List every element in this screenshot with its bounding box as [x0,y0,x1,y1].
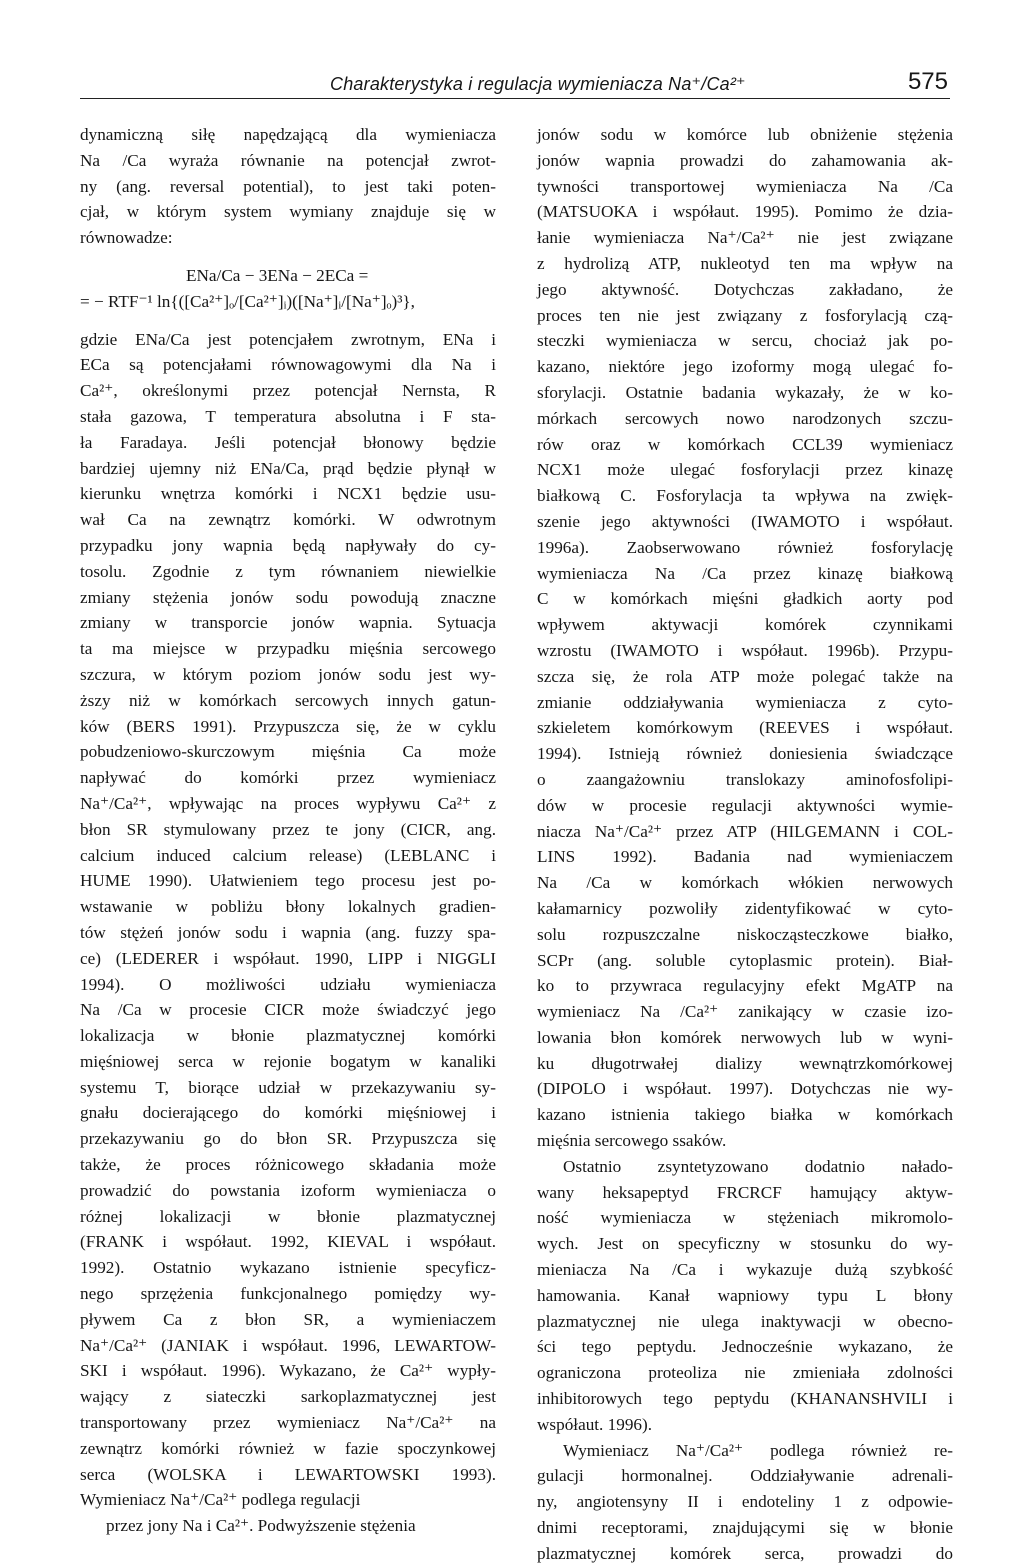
text-line: calcium induced calcium release) (LEBLANC i [80,845,496,865]
text-line: szcza się, że rola ATP może polegać także na [537,666,953,686]
text-line: kierunku wnętrza komórki i NCX1 będzie usu- [80,484,496,504]
text-line: gnału docierającego do komórki mięśniowej i [80,1103,496,1123]
text-line: = − RTF⁻¹ ln{([Ca²⁺]ₒ/[Ca²⁺]ᵢ)([Na⁺]ᵢ/[Na⁺]ₒ)³}, [80,291,415,311]
text-line: ce) (LEDERER i współaut. 1990, LIPP i NIGGLI [80,948,496,968]
text-line: LINS 1992). Badania nad wymieniaczem [537,847,953,867]
text-line: solu rozpuszczalne niskocząsteczkowe białko, [537,924,953,944]
text-line: Na /Ca w komórkach włókien nerwowych [537,873,953,893]
text-line: kazano istnienia takiego białka w komórkach [537,1105,953,1125]
text-line: 1994). O możliwości udziału wymieniacza [80,974,496,994]
text-line: ECa są potencjałami równowagowymi dla Na i [80,355,496,375]
text-line: tów stężeń jonów sodu i wapnia (ang. fuzzy spa- [80,922,496,942]
text-line: (DIPOLO i współaut. 1997). Dotychczas nie wy- [537,1079,953,1099]
text-line: ny, angiotensyny II i endoteliny 1 z odpowie- [537,1492,953,1512]
text-line [80,251,496,263]
left-text-column [80,122,496,1539]
text-line: ści tego peptydu. Jednocześnie wykazano, że [537,1337,953,1357]
text-line: przekazywaniu go do błon SR. Przypuszcza się [80,1129,496,1149]
text-line: mieniacza Na /Ca i wykazuje dużą szybkość [537,1260,953,1280]
text-line: ków (BERS 1991). Przypuszcza się, że w cyklu [80,716,496,736]
text-line: kazano, niektóre jego izoformy mogą ulegać fo- [537,357,953,377]
text-line: ższy niż w komórkach sercowych innych gatun- [80,690,496,710]
text-line: SCPr (ang. soluble cytoplasmic protein). Biał- [537,950,953,970]
text-line: Na⁺/Ca²⁺, wpływając na proces wypływu Ca²⁺ z [80,793,496,813]
text-line: plazmatycznej nie ulega inaktywacji w obecno- [537,1311,953,1331]
text-line: napływać do komórki przez wymieniacz [80,768,496,788]
text-line: 1996a). Zaobserwowano również fosforylację [537,537,953,557]
text-line: tywności transportowej wymieniacza Na /Ca [537,176,953,196]
text-line: mięśnia sercowego ssaków. [537,1131,727,1151]
text-line: lowania błon komórek nerwowych lub w wyni- [537,1027,953,1047]
text-line: wający z siateczki sarkoplazmatycznej jest [80,1387,496,1407]
running-header [80,70,950,99]
text-line: błon SR stymulowany przez te jony (CICR, ang. [80,819,496,839]
text-line: szenie jego aktywności (IWAMOTO i współaut. [537,511,953,531]
text-line: ność wymieniacza w stężeniach mikromolo- [537,1208,953,1228]
text-line: mięśniowej serca w rejonie bogatym w kanaliki [80,1051,496,1071]
text-line: szkieletem komórkowym (REEVES i współaut. [537,718,953,738]
text-line: Na /Ca wyraża równanie na potencjał zwrot- [80,150,496,170]
text-line: wał Ca na zewnątrz komórki. W odwrotnym [80,510,496,530]
text-line [80,315,496,327]
text-line: lokalizacja w błonie plazmatycznej komórki [80,1026,496,1046]
text-line: wymieniacz Na /Ca²⁺ zanikający w czasie izo- [537,1002,953,1022]
text-line: wstawanie w pobliżu błony lokalnych gradien- [80,897,496,917]
text-line: cjał, w którym system wymiany znajduje się w [80,202,496,222]
text-line: stała gazowa, T temperatura absolutna i F sta- [80,406,496,426]
text-line: ta ma miejsce w przypadku mięśnia sercowego [80,639,496,659]
text-line: 1992). Ostatnio wykazano istnienie specyficz- [80,1258,496,1278]
running-title: Charakterystyka i regulacja wymieniacza Na⁺/Ca²⁺ [330,74,746,94]
text-line: zmianie oddziaływania wymieniacza z cyto- [537,692,953,712]
text-line: gdzie ENa/Ca jest potencjałem zwrotnym, ENa i [80,329,496,349]
text-line: Na⁺/Ca²⁺ (JANIAK i współaut. 1996, LEWARTOW- [80,1335,496,1355]
text-line: różnej lokalizacji w błonie plazmatycznej [80,1206,496,1226]
text-line: Na /Ca w procesie CICR może świadczyć jego [80,1000,496,1020]
text-line: serca (WOLSKA i LEWARTOWSKI 1993). [80,1464,496,1484]
text-line: z hydrolizą ATP, nukleotyd ten ma wpływ na [537,253,953,273]
text-line: niacza Na⁺/Ca²⁺ przez ATP (HILGEMANN i COL- [537,821,953,841]
text-line: SKI i współaut. 1996). Wykazano, że Ca²⁺ wypły- [80,1361,496,1381]
text-line: wany heksapeptyd FRCRCF hamujący aktyw- [537,1182,953,1202]
text-line: dów w procesie regulacji aktywności wymie- [537,795,953,815]
text-line: (FRANK i współaut. 1992, KIEVAL i współaut. [80,1232,496,1252]
text-line: plazmatycznej komórek serca, prowadzi do [537,1543,953,1563]
text-line: białkową C. Fosforylacja ta wpływa na zwięk- [537,486,953,506]
text-line: jonów wapnia prowadzi do zahamowania ak- [537,150,953,170]
text-line: steczki wymieniacza w sercu, chociaż jak po- [537,331,953,351]
text-line: Wymieniacz Na⁺/Ca²⁺ podlega również re- [563,1440,953,1460]
text-line: ła Faradaya. Jeśli potencjał błonowy będzie [80,432,496,452]
text-line: zewnątrz komórki również w fazie spoczynkowej [80,1438,496,1458]
text-line: C w komórkach mięśni gładkich aorty pod [537,589,953,609]
text-line: tosolu. Zgodnie z tym równaniem niewielkie [80,561,496,581]
text-line: wymieniacza Na /Ca przez kinazę białkową [537,563,953,583]
text-line: także, że proces różnicowego składania może [80,1155,496,1175]
text-line: zmiany stężenia jonów sodu powodują znaczne [80,587,496,607]
text-line: współaut. 1996). [537,1414,653,1434]
text-line: dnimi receptorami, znajdującymi się w błonie [537,1518,953,1538]
text-line: HUME 1990). Ułatwieniem tego procesu jest po- [80,871,496,891]
text-line: rów oraz w komórkach CCL39 wymieniacz [537,434,953,454]
text-line: przez jony Na i Ca²⁺. Podwyższenie stężenia [106,1516,416,1536]
text-line: hamowania. Kanał wapniowy typu L błony [537,1285,953,1305]
text-line: kałamarnicy pozwoliły zidentyfikować w cyto- [537,898,953,918]
text-line: wzrostu (IWAMOTO i współaut. 1996b). Przypu- [537,640,953,660]
text-line: ko to przywraca regulacyjny efekt MgATP na [537,976,953,996]
text-line: 1994). Istnieją również doniesienia świadczące [537,744,953,764]
text-line: Wymieniacz Na⁺/Ca²⁺ podlega regulacji [80,1490,361,1510]
text-line: (MATSUOKA i współaut. 1995). Pomimo że dzia- [537,202,953,222]
text-line: wych. Jest on specyficzny w stosunku do wy- [537,1234,953,1254]
text-line: ograniczona proteoliza nie zmieniała zdolności [537,1363,953,1383]
text-line: przypadku jony wapnia będą napływały do cy- [80,535,496,555]
text-line: NCX1 może ulegać fosforylacji przez kinazę [537,460,953,480]
text-line: ny (ang. reversal potential), to jest taki poten- [80,176,496,196]
page-number: 575 [907,68,948,95]
text-line: ku długotrwałej dializy wewnątrzkomórkowej [537,1053,953,1073]
text-line: ENa/Ca − 3ENa − 2ECa = [186,265,369,285]
text-line: szczura, w którym poziom jonów sodu jest wy- [80,664,496,684]
text-line: pływem Ca z błon SR, a wymieniaczem [80,1309,496,1329]
text-line: jego aktywność. Dotychczas zakładano, że [537,279,953,299]
text-line: transportowany przez wymieniacz Na⁺/Ca²⁺ na [80,1413,496,1433]
text-line: Ca²⁺, określonymi przez potencjał Nernsta, R [80,381,496,401]
right-text-column [537,122,953,1567]
text-line: mórkach sercowych nowo narodzonych szczu- [537,408,953,428]
text-line: Ostatnio zsyntetyzowano dodatnio nałado- [563,1156,953,1176]
text-line: proces ten nie jest związany z fosforylacją czą- [537,305,953,325]
text-line: prowadzić do powstania izoform wymieniacza o [80,1180,496,1200]
text-line: wpływem aktywacji komórek czynnikami [537,615,953,635]
text-line: łanie wymieniacza Na⁺/Ca²⁺ nie jest związane [537,228,953,248]
text-line: systemu T, biorące udział w przekazywaniu sy- [80,1077,496,1097]
text-line: jonów sodu w komórce lub obniżenie stężenia [537,125,953,144]
text-line: inhibitorowych tego peptydu (KHANANSHVILI i [537,1389,953,1409]
text-line: równowadze: [80,228,173,248]
text-line: pobudzeniowo-skurczowym mięśnia Ca może [80,742,496,762]
text-line: dynamiczną siłę napędzającą dla wymieniacza [80,125,496,144]
text-line: nego sprzężenia funkcjonalnego pomiędzy wy- [80,1284,496,1304]
text-line: bardziej ujemny niż ENa/Ca, prąd będzie płynął w [80,458,496,478]
text-line: o zaangażowniu translokazy aminofosfolipi- [537,769,953,789]
text-line: gulacji hormonalnej. Oddziaływanie adrenali- [537,1466,953,1486]
text-line: sforylacji. Ostatnie badania wykazały, że w ko- [537,382,953,402]
text-line: zmiany w transporcie jonów wapnia. Sytuacja [80,613,496,633]
